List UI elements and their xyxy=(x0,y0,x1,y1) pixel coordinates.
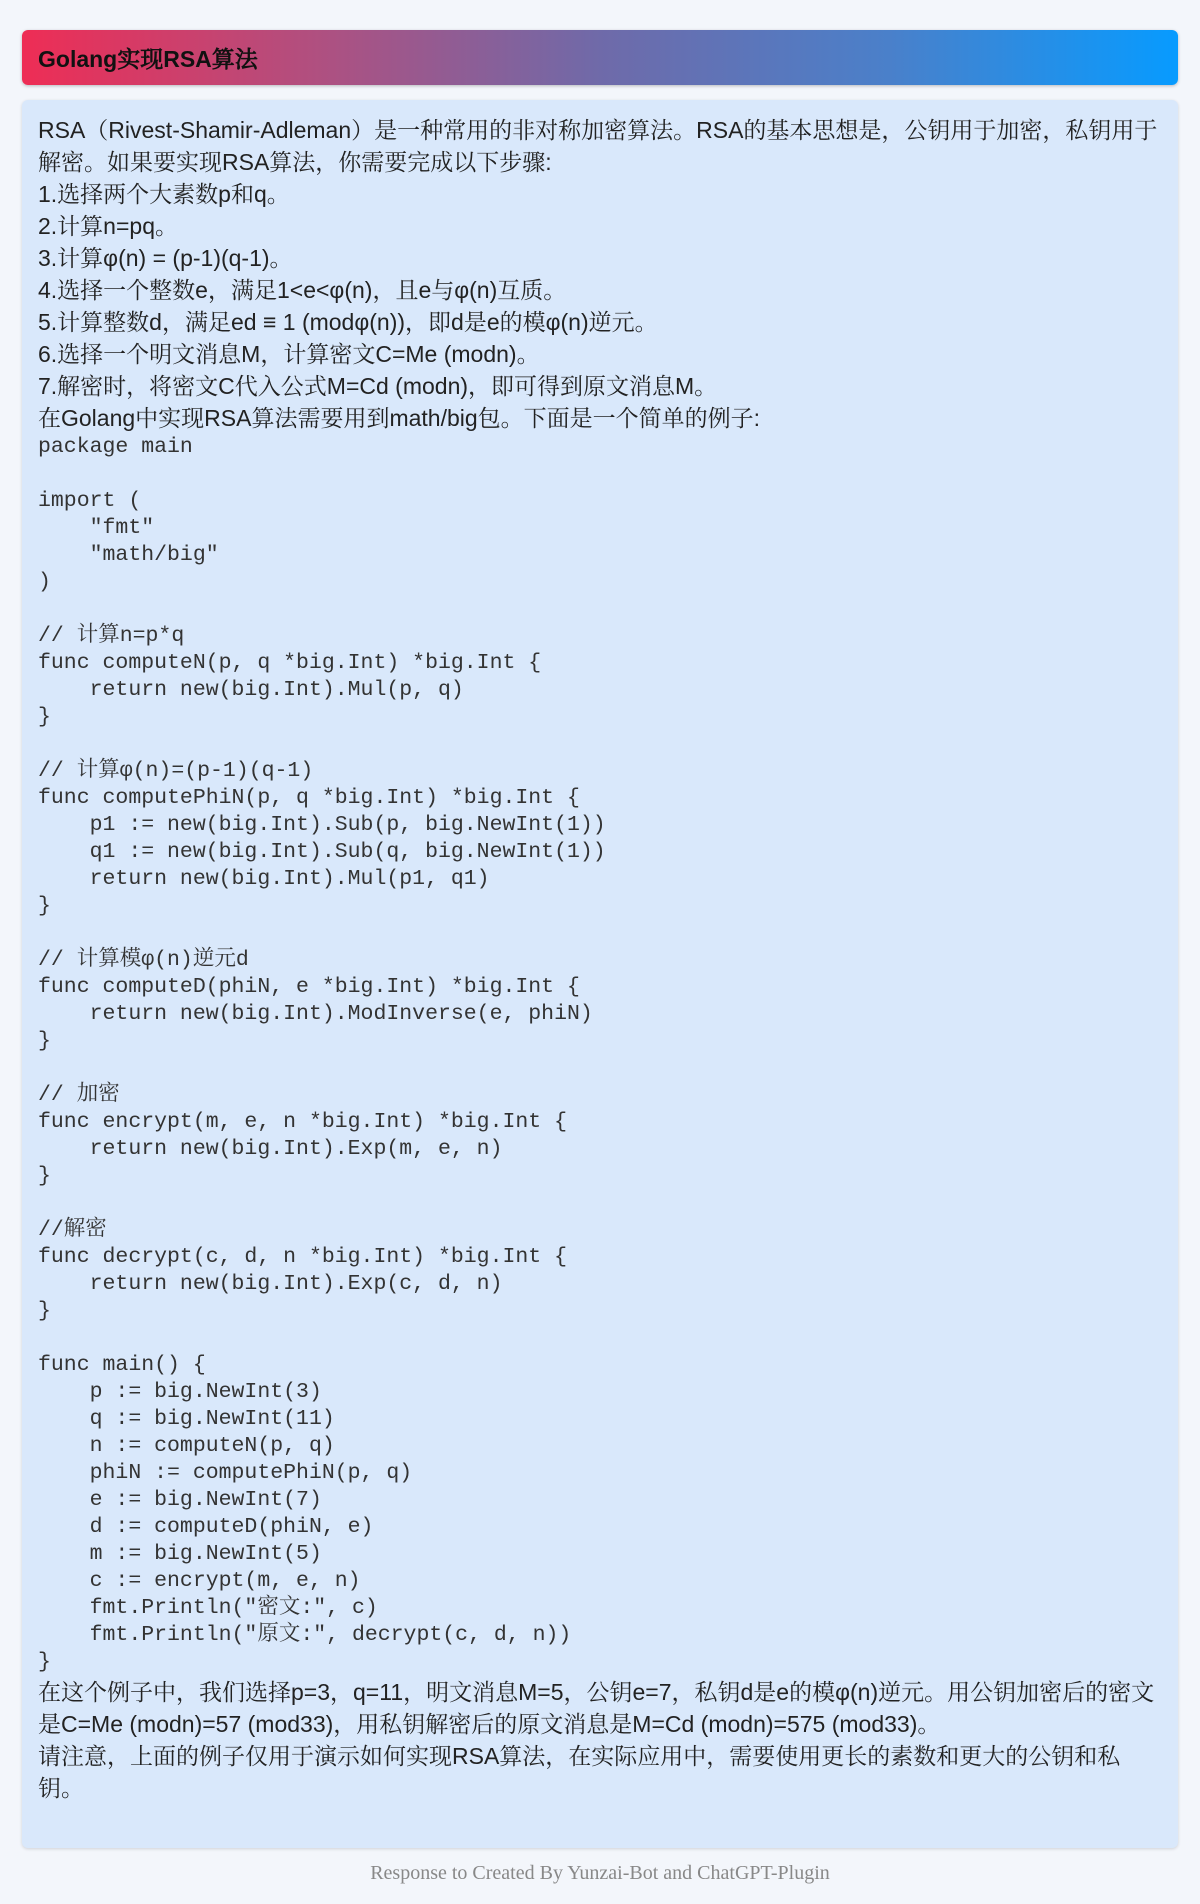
step-6: 6.选择一个明文消息M，计算密文C=Me (modn)。 xyxy=(38,341,540,367)
example-explanation: 在这个例子中，我们选择p=3，q=11，明文消息M=5，公钥e=7，私钥d是e的模φ(n)逆元。用公钥加密后的密文是C=Me (modn)=57 (mod33)，用私钥解密后的原文消息是M=Cd (modn)=575 (mod33)。 xyxy=(38,1679,1155,1737)
response-content xyxy=(22,100,1178,1848)
code-block: package main import ( "fmt" "math/big" ) // 计算n=p*q func computeN(p, q *big.Int) *big.Int { return new(big.Int).Mul(p, q) } // 计算φ(n)=(p-1)(q-1) func computePhiN(p, q *big.Int) *big.Int { p1 := new(big.Int).Sub(p, big.NewInt(1)) q1 := new(big.Int).Sub(q, big.NewInt(1)) return new(big.Int).Mul(p1, q1) } // 计算模φ(n)逆元d func computeD(phiN, e *big.Int) *big.Int { return new(big.Int).ModInverse(e, phiN) } // 加密 func encrypt(m, e, n *big.Int) *big.Int { return new(big.Int).Exp(m, e, n) } //解密 func decrypt(c, d, n *big.Int) *big.Int { return new(big.Int).Exp(c, d, n) } func main() { p := big.NewInt(3) q := big.NewInt(11) n := computeN(p, q) phiN := computePhiN(p, q) e := big.NewInt(7) d := computeD(phiN, e) m := big.NewInt(5) c := encrypt(m, e, n) fmt.Println("密文:", c) fmt.Println("原文:", decrypt(c, d, n)) } xyxy=(38,435,606,1674)
note-paragraph: 请注意，上面的例子仅用于演示如何实现RSA算法，在实际应用中，需要使用更长的素数和更大的公钥和私钥。 xyxy=(38,1743,1121,1801)
code-intro: 在Golang中实现RSA算法需要用到math/big包。下面是一个简单的例子: xyxy=(38,405,761,431)
step-1: 1.选择两个大素数p和q。 xyxy=(38,181,290,207)
step-3: 3.计算φ(n) = (p-1)(q-1)。 xyxy=(38,245,293,271)
footer-credit: Response to Created By Yunzai-Bot and ChatGPT-Plugin xyxy=(370,1862,830,1884)
step-7: 7.解密时，将密文C代入公式M=Cd (modn)，即可得到原文消息M。 xyxy=(38,373,718,399)
step-4: 4.选择一个整数e，满足1<e<φ(n)，且e与φ(n)互质。 xyxy=(38,277,567,303)
step-2: 2.计算n=pq。 xyxy=(38,213,178,239)
step-5: 5.计算整数d，满足ed ≡ 1 (modφ(n))，即d是e的模φ(n)逆元。 xyxy=(38,309,658,335)
page-title: Golang实现RSA算法 xyxy=(38,46,258,72)
intro-paragraph: RSA（Rivest-Shamir-Adleman）是一种常用的非对称加密算法。RSA的基本思想是，公钥用于加密，私钥用于解密。如果要实现RSA算法，你需要完成以下步骤: xyxy=(38,117,1158,175)
title-bar xyxy=(22,30,1178,85)
